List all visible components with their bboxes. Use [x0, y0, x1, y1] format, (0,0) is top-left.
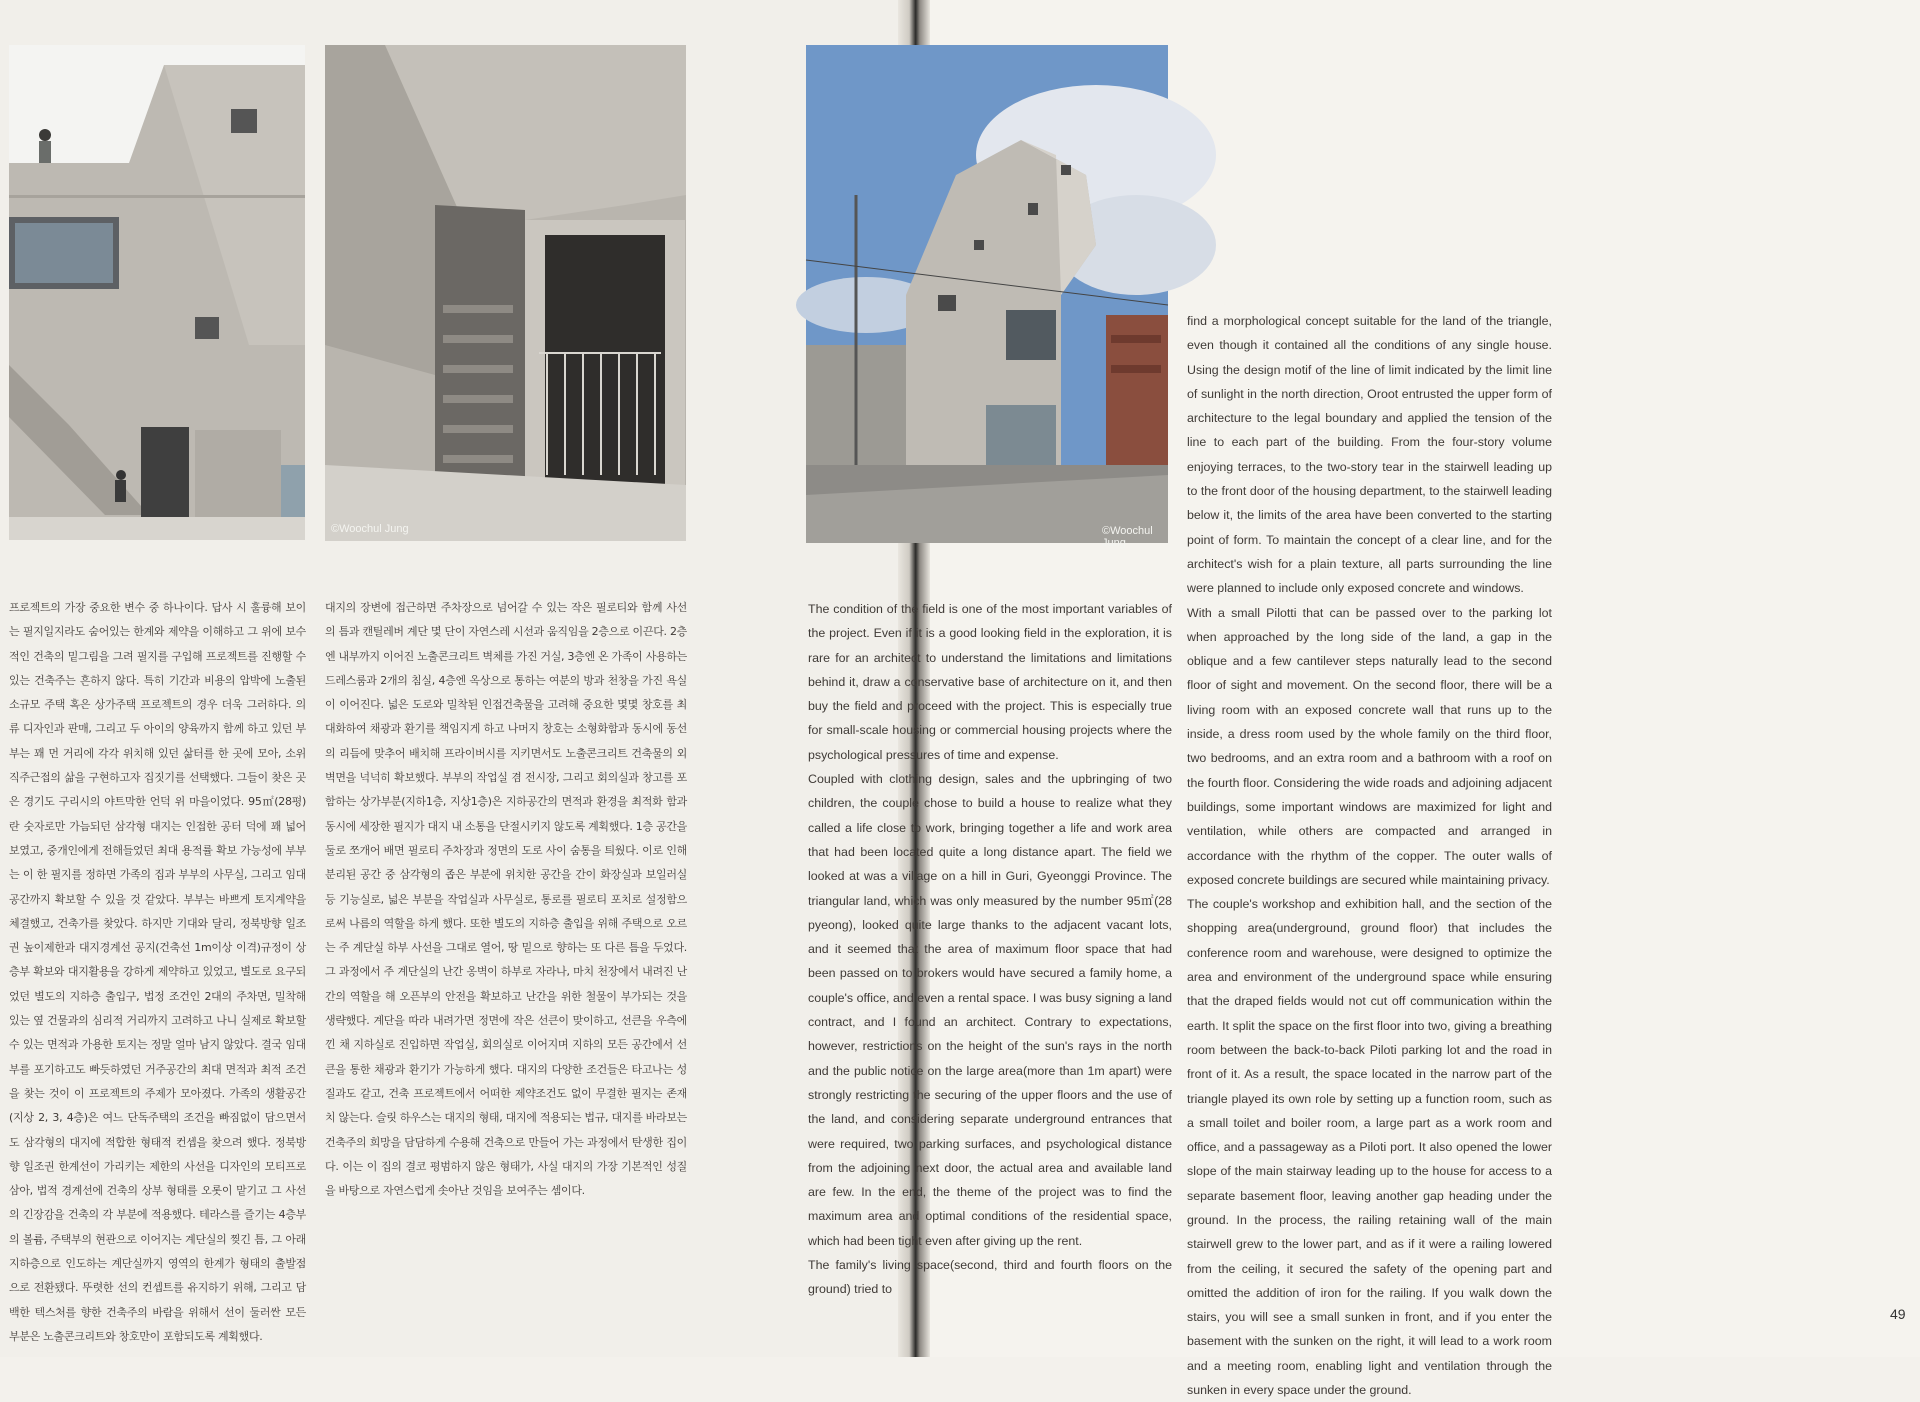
stair-detail-photo — [325, 45, 686, 541]
korean-paragraph: 대지의 장변에 접근하면 주차장으로 넘어갈 수 있는 작은 필로티와 함께 사선의 틈과 캔틸레버 계단 몇 단이 자연스레 시선과 움직임을 2층으로 이끈다. 2층엔 내부까지 이어진 노출콘크리트 벽체를 가진 거실, 3층엔 온 가족이 사용하는 드레스룸과 2개의 침실, 4층엔 옥상으로 통하는 여분의 방과 천창을 가진 욕실이 이어진다. 넓은 도로와 밀착된 인접건축물을 고려해 중요한 몇몇 창호를 최대화하여 채광과 환기를 책임지게 하고 나머지 창호는 소형화함과 동시에 동선의 리듬에 맞추어 배치해 프라이버시를 지키면서도 노출콘크리트 건축물의 외벽면을 넉넉히 확보했다. 부부의 작업실 겸 전시장, 그리고 회의실과 창고를 포함하는 상가부분(지하1층, 지상1층)은 지하공간의 면적과 환경을 최적화 함과 동시에 세장한 필지가 대지 내 소통을 단절시키지 않도록 계획했다. 1층 공간을 둘로 쪼개어 배면 필로티 주차장과 정면의 도로 사이 숨통을 틔웠다. 이로 인해 분리된 공간 중 삼각형의 좁은 부분에 위치한 공간을 간이 화장실과 보일러실 등 기능실로, 넓은 부분을 작업실과 사무실로, 통로를 필로티 포치로 설정함으로써 나름의 역할을 하게 했다. 또한 별도의 지하층 출입을 위해 주택으로 오르는 주 계단실 하부 사선을 그대로 열어, 땅 밑으로 향하는 또 다른 틈을 두었다. 그 과정에서 주 계단실의 난간 옹벽이 하부로 자라나, 마치 천장에서 내려진 난간의 역할을 해 오픈부의 안전을 확보하고 난간을 위한 철물이 부가되는 것을 생략했다. 계단을 따라 내려가면 정면에 작은 선큰이 맞이하고, 선큰을 우측에 낀 채 지하실로 진입하면 작업실, 회의실로 이어지며 지하의 모든 공간에서 선큰을 통한 채광과 환기가 가능하게 했다. 대지의 다양한 조건들은 타고나는 성질과도 같고, 건축 프로젝트에서 어떠한 제약조건도 없이 무결한 필지는 존재치 않는다. 슬릿 하우스는 대지의 형태, 대지에 적용되는 법규, 대지를 바라보는 건축주의 희망을 담담하게 수용해 건축으로 만들어 가는 과정에서 탄생한 집이다. 이는 이 집의 결코 평범하지 않은 형태가, 사실 대지의 가장 기본적인 성질을 바탕으로 자연스럽게 솟아난 것임을 보여주는 셈이다. — [325, 601, 687, 1198]
stair-detail-graphic — [325, 45, 686, 541]
english-paragraph: The condition of the field is one of the most important variables of the project. Even if it is a good looking field in the exploration, it is rare for an architect to understand the limitations and limitations behind it, draw a conservative base of architecture on it, and then buy the field and proceed with the project. This is especially true for small-scale housing or commercial housing projects where the psychological pressures of time and expense. — [808, 602, 1172, 762]
english-column-2 — [1187, 309, 1552, 1398]
building-exterior-graphic — [806, 45, 1168, 543]
korean-paragraph: 프로젝트의 가장 중요한 변수 중 하나이다. 답사 시 훌륭해 보이는 필지일지라도 숨어있는 한계와 제약을 이해하고 그 위에 보수적인 건축의 밑그림을 그려 필지를 구입해 프로젝트를 진행할 수 있는 건축주는 흔하지 않다. 특히 기간과 비용의 압박에 노출된 소규모 주택 혹은 상가주택 프로젝트의 경우 더욱 그러하다. 의류 디자인과 판매, 그리고 두 아이의 양육까지 함께 하고 있던 부부는 꽤 먼 거리에 각각 위치해 있던 삶터를 한 곳에 모아, 소위 직주근접의 삶을 구현하고자 집짓기를 선택했다. 그들이 찾은 곳은 경기도 구리시의 야트막한 언덕 위 마을이었다. 95㎡(28평)란 숫자로만 가늠되던 삼각형 대지는 인접한 공터 덕에 꽤 넓어 보였고, 중개인에게 전해들었던 최대 용적률 확보 가능성에 부부는 이 한 필지를 정하면 가족의 집과 부부의 사무실, 그리고 임대공간까지 확보할 수 있을 것 같았다. 부부는 바쁘게 토지계약을 체결했고, 건축가를 찾았다. 하지만 기대와 달리, 정북방향 일조권 높이제한과 대지경계선 공지(건축선 1m이상 이격)규정이 상층부 확보와 대지활용을 강하게 제약하고 있었고, 별도로 요구되었던 별도의 지하층 출입구, 법정 조건인 2대의 주차면, 밀착해 있는 옆 건물과의 심리적 거리까지 고려하고 나니 실제로 확보할 수 있는 면적과 가용한 토지는 정말 얼마 남지 않았다. 결국 임대부를 포기하고도 빠듯하였던 거주공간의 최대 면적과 최적 조건을 찾는 것이 이 프로젝트의 주제가 모아졌다. 가족의 생활공간(지상 2, 3, 4층)은 여느 단독주택의 조건을 빠짐없이 담으면서도 삼각형의 대지에 적합한 형태적 컨셉을 찾으려 했다. 정북방향 일조권 한계선이 가리키는 제한의 사선을 디자인의 모티프로 삼아, 법적 경계선에 건축의 상부 형태를 오롯이 맡기고 그 사선의 긴장감을 건축의 각 부분에 적용했다. 테라스를 즐기는 4층부의 볼륨, 주택부의 현관으로 이어지는 계단실의 찢긴 틈, 그 아래 지하층으로 인도하는 계단실까지 영역의 한계가 형태의 출발점으로 전환됐다. 뚜렷한 선의 컨셉트를 유지하기 위해, 그리고 담백한 텍스처를 향한 건축주의 바람을 위해서 선이 둘러싼 모든 부분은 노출콘크리트와 창호만이 포함되도록 계획했다. — [9, 601, 306, 1343]
english-column-1 — [808, 597, 1172, 1297]
english-paragraph: Coupled with clothing design, sales and the upbringing of two children, the couple chose to build a house to realize what they called a life close to work, bringing together a life and work area that had been located quite a long distance apart. The field we looked at was a village on a hill in Guri, Gyeonggi Province. The triangular land, which was only measured by the number 95㎡(28 pyeong), looked quite large thanks to the adjacent vacant lots, and it seemed that the area of maximum floor space that had been passed on to brokers would have secured a family home, a couple's office, and even a rental space. I was busy signing a land contract, and I found an architect. Contrary to expectations, however, restrictions on the height of the sun's rays in the north and the public notice on the large area(more than 1m apart) were strongly restricting the securing of the upper floors and the use of the land, and considering separate underground entrances that were required, two parking surfaces, and psychological distance from the adjoining next door, the actual area and available land are few. In the end, the theme of the project was to find the maximum area and optimal conditions of the residential space, which had been tight even after giving up the rent. — [808, 772, 1172, 1248]
photo-credit: ©Woochul Jung — [331, 523, 409, 535]
english-paragraph: The family's living space(second, third and fourth floors on the ground) tried to — [808, 1258, 1172, 1297]
english-paragraph: The couple's workshop and exhibition hall, and the section of the shopping area(underground, ground floor) that includes the conference room and warehouse, were designed to optimize the area and environment of the underground space while ensuring that the draped fields would not cut off communication within the earth. It split the space on the first floor into two, giving a breathing room between the back-to-back Piloti parking lot and the road in front of it. As a result, the space located in the narrow part of the triangle played its own role by setting up a function room, such as a small toilet and boiler room, a large part as a work room and office, and a passageway as a Piloti port. It also opened the lower slope of the main stairway leading up to the house for access to a separate basement floor, leaving another gap heading under the ground. In the process, the railing retaining wall of the main stairwell grew to the lower part, and as if it were a railing lowered from the ceiling, it secured the safety of the opening part and omitted the addition of iron for the railing. If you walk down the stairs, you will see a small sunken in front, and if you enter the basement with the sunken on the right, it will lead to a work room and a meeting room, enabling light and ventilation through the sunken in every space under the ground. — [1187, 897, 1552, 1398]
facade-photo-graphic — [9, 45, 305, 540]
english-paragraph: With a small Pilotti that can be passed over to the parking lot when approached by the long side of the land, a gap in the oblique and a few cantilever steps naturally lead to the second floor of sight and movement. On the second floor, there will be a living room with an exposed concrete wall that runs up to the inside, a dress room used by the whole family on the third floor, two bedrooms, and an extra room and a bathroom with a roof on the fourth floor. Considering the wide roads and adjoining adjacent buildings, some important windows are maximized for light and ventilation, while others are compacted and arranged in accordance with the rhythm of the copper. The outer walls of exposed concrete buildings are secured while maintaining privacy. — [1187, 605, 1552, 887]
photo-credit: ©Woochul Jung — [1102, 525, 1153, 549]
english-paragraph: find a morphological concept suitable for the land of the triangle, even though it contained all the conditions of any single house. Using the design motif of the line of limit indicated by the limit line of sunlight in the north direction, Oroot entrusted the upper form of architecture to the legal boundary and applied the tension of the line to each part of the building. From the four-story volume enjoying terraces, to the two-story tear in the stairwell leading up to the front door of the housing department, to the stairwell leading below it, the limits of the area have been converted to the starting point of form. To maintain the concept of a clear line, and for the architect's wish for a plain texture, all parts surrounding the line were planned to include only exposed concrete and windows. — [1187, 314, 1552, 596]
korean-column-2 — [325, 596, 687, 1198]
korean-column-1 — [9, 596, 306, 1343]
facade-photo — [9, 45, 305, 540]
page-number: 49 — [1890, 1306, 1906, 1322]
building-exterior-photo — [806, 45, 1168, 549]
